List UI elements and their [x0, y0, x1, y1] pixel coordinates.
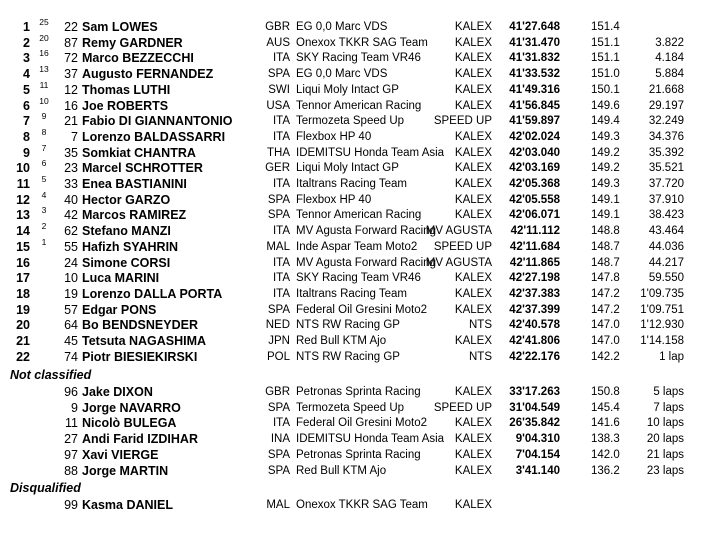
race-time: 41'59.897 — [509, 115, 560, 127]
rider-number: 45 — [64, 334, 78, 348]
result-row — [0, 447, 702, 463]
nation: INA — [270, 433, 290, 445]
result-row — [0, 270, 702, 286]
disqualified-heading: Disqualified — [10, 481, 81, 495]
rider-name: Simone CORSI — [82, 256, 171, 270]
result-row — [0, 463, 702, 479]
constructor: KALEX — [454, 21, 492, 33]
constructor: KALEX — [454, 194, 492, 206]
avg-speed: 148.7 — [591, 257, 620, 269]
race-time: 42'03.169 — [509, 162, 560, 174]
position: 17 — [16, 271, 30, 285]
team: MV Agusta Forward Racing — [296, 225, 436, 237]
position: 5 — [23, 83, 30, 97]
rider-name: Piotr BIESIEKIRSKI — [82, 350, 198, 364]
points: 8 — [41, 127, 47, 137]
position: 20 — [16, 318, 30, 332]
points: 13 — [39, 64, 49, 74]
rider-name: Hector GARZO — [82, 193, 171, 207]
result-row — [0, 333, 702, 349]
points: 5 — [41, 174, 47, 184]
rider-number: 96 — [64, 385, 78, 399]
gap: 4.184 — [655, 52, 684, 64]
rider-number: 33 — [64, 177, 78, 191]
nation: SPA — [267, 402, 290, 414]
points: 7 — [41, 143, 47, 153]
team: IDEMITSU Honda Team Asia — [296, 147, 445, 159]
team: Federal Oil Gresini Moto2 — [296, 417, 428, 429]
result-row — [0, 176, 702, 192]
nation: THA — [267, 147, 290, 159]
nation: GBR — [265, 21, 290, 33]
race-time: 31'04.549 — [509, 402, 560, 414]
constructor: KALEX — [454, 335, 492, 347]
result-row — [0, 431, 702, 447]
result-row — [0, 113, 702, 129]
result-row — [0, 400, 702, 416]
points: 6 — [41, 158, 47, 168]
position: 15 — [16, 240, 30, 254]
avg-speed: 145.4 — [591, 402, 620, 414]
team: Inde Aspar Team Moto2 — [296, 241, 418, 253]
rider-name: Tetsuta NAGASHIMA — [82, 334, 207, 348]
points: 25 — [39, 17, 49, 27]
gap: 3.822 — [655, 37, 684, 49]
result-row — [0, 286, 702, 302]
avg-speed: 151.0 — [591, 68, 620, 80]
gap: 35.521 — [648, 162, 684, 174]
race-time: 42'02.024 — [509, 131, 560, 143]
race-time: 42'11.865 — [509, 257, 560, 269]
team: MV Agusta Forward Racing — [296, 257, 436, 269]
gap: 1'12.930 — [640, 319, 684, 331]
gap: 1'14.158 — [640, 335, 684, 347]
gap: 32.249 — [648, 115, 684, 127]
race-time: 42'22.176 — [509, 351, 560, 363]
rider-number: 87 — [64, 36, 78, 50]
position: 6 — [23, 99, 30, 113]
rider-number: 11 — [65, 416, 78, 430]
rider-number: 22 — [64, 20, 78, 34]
avg-speed: 136.2 — [591, 465, 620, 477]
team: EG 0,0 Marc VDS — [296, 21, 388, 33]
position: 14 — [16, 224, 30, 238]
avg-speed: 149.1 — [591, 209, 620, 221]
result-row — [0, 223, 702, 239]
constructor: KALEX — [454, 68, 492, 80]
avg-speed: 150.8 — [591, 386, 620, 398]
race-time: 42'05.368 — [509, 178, 560, 190]
team: Petronas Sprinta Racing — [296, 449, 421, 461]
nation: ITA — [272, 288, 290, 300]
rider-name: Marcos RAMIREZ — [82, 208, 187, 222]
nation: AUS — [266, 37, 290, 49]
race-time: 41'49.316 — [509, 84, 560, 96]
rider-number: 7 — [71, 130, 78, 144]
gap: 34.376 — [648, 131, 684, 143]
points: 2 — [41, 221, 47, 231]
race-time: 42'11.684 — [509, 241, 560, 253]
constructor: SPEED UP — [433, 402, 492, 414]
race-time: 33'17.263 — [509, 386, 560, 398]
race-time: 26'35.842 — [509, 417, 560, 429]
rider-number: 23 — [64, 161, 78, 175]
team: IDEMITSU Honda Team Asia — [296, 433, 445, 445]
nation: SPA — [267, 209, 290, 221]
position: 7 — [23, 114, 30, 128]
team: Onexox TKKR SAG Team — [296, 499, 428, 511]
constructor: KALEX — [454, 37, 492, 49]
rider-number: 12 — [64, 83, 78, 97]
position: 21 — [16, 334, 30, 348]
constructor: KALEX — [454, 272, 492, 284]
position: 2 — [23, 36, 30, 50]
position: 3 — [23, 51, 30, 65]
rider-number: 57 — [64, 303, 78, 317]
rider-name: Joe ROBERTS — [82, 99, 169, 113]
result-row — [0, 192, 702, 208]
constructor: KALEX — [454, 100, 492, 112]
race-time: 42'40.578 — [509, 319, 560, 331]
rider-number: 62 — [64, 224, 78, 238]
gap: 38.423 — [648, 209, 684, 221]
points: 20 — [39, 33, 49, 43]
race-time: 41'31.470 — [509, 37, 560, 49]
constructor: KALEX — [454, 465, 492, 477]
rider-name: Xavi VIERGE — [82, 448, 159, 462]
result-row — [0, 82, 702, 98]
result-row — [0, 207, 702, 223]
gap: 1 lap — [659, 351, 684, 363]
constructor: KALEX — [454, 52, 492, 64]
nation: ITA — [272, 272, 290, 284]
result-row — [0, 98, 702, 114]
gap: 1'09.735 — [640, 288, 684, 300]
avg-speed: 147.0 — [591, 335, 620, 347]
position: 16 — [16, 256, 30, 270]
points: 9 — [41, 111, 47, 121]
result-row — [0, 50, 702, 66]
position: 11 — [16, 177, 30, 191]
result-row — [0, 19, 702, 35]
rider-number: 24 — [64, 256, 78, 270]
team: Termozeta Speed Up — [296, 402, 405, 414]
avg-speed: 150.1 — [591, 84, 620, 96]
race-time: 42'37.399 — [509, 304, 560, 316]
race-time: 41'56.845 — [509, 100, 560, 112]
avg-speed: 142.0 — [591, 449, 620, 461]
constructor: MV AGUSTA — [425, 257, 492, 269]
race-time: 41'27.648 — [509, 21, 560, 33]
nation: USA — [266, 100, 290, 112]
rider-name: Hafizh SYAHRIN — [82, 240, 179, 254]
constructor: SPEED UP — [433, 241, 492, 253]
gap: 44.036 — [648, 241, 684, 253]
constructor: NTS — [469, 351, 492, 363]
rider-number: 88 — [64, 464, 78, 478]
result-row — [0, 129, 702, 145]
rider-name: Marcel SCHROTTER — [82, 161, 203, 175]
nation: POL — [266, 351, 290, 363]
rider-name: Remy GARDNER — [82, 36, 183, 50]
points: 16 — [39, 48, 49, 58]
points: 10 — [39, 96, 49, 106]
nation: SPA — [267, 304, 290, 316]
team: Federal Oil Gresini Moto2 — [296, 304, 428, 316]
team: Petronas Sprinta Racing — [296, 386, 421, 398]
rider-number: 99 — [64, 498, 78, 512]
avg-speed: 149.4 — [591, 115, 620, 127]
nation: ITA — [272, 131, 290, 143]
avg-speed: 142.2 — [591, 351, 620, 363]
avg-speed: 149.3 — [591, 178, 620, 190]
rider-name: Stefano MANZI — [82, 224, 171, 238]
race-time: 3'41.140 — [515, 465, 560, 477]
team: NTS RW Racing GP — [296, 319, 400, 331]
avg-speed: 147.0 — [591, 319, 620, 331]
gap: 20 laps — [646, 433, 684, 445]
rider-name: Nicolò BULEGA — [82, 416, 177, 430]
constructor: NTS — [469, 319, 492, 331]
race-time: 42'11.112 — [510, 225, 560, 237]
team: SKY Racing Team VR46 — [296, 272, 421, 284]
team: Tennor American Racing — [296, 209, 422, 221]
rider-name: Bo BENDSNEYDER — [82, 318, 198, 332]
position: 4 — [23, 67, 30, 81]
race-time: 9'04.310 — [515, 433, 560, 445]
result-row — [0, 317, 702, 333]
not-classified-heading: Not classified — [10, 368, 92, 382]
rider-number: 74 — [64, 350, 78, 364]
gap: 7 laps — [653, 402, 684, 414]
rider-name: Thomas LUTHI — [82, 83, 171, 97]
constructor: KALEX — [454, 433, 492, 445]
nation: ITA — [272, 417, 290, 429]
result-row — [0, 497, 702, 513]
rider-name: Marco BEZZECCHI — [82, 51, 194, 65]
gap: 23 laps — [646, 465, 684, 477]
avg-speed: 149.2 — [591, 162, 620, 174]
constructor: KALEX — [454, 499, 492, 511]
gap: 44.217 — [648, 257, 684, 269]
rider-name: Lorenzo BALDASSARRI — [82, 130, 226, 144]
rider-number: 37 — [64, 67, 78, 81]
nation: SPA — [267, 68, 290, 80]
rider-name: Enea BASTIANINI — [82, 177, 187, 191]
nation: SPA — [267, 465, 290, 477]
rider-name: Jake DIXON — [82, 385, 153, 399]
constructor: KALEX — [454, 178, 492, 190]
position: 13 — [16, 208, 30, 222]
avg-speed: 138.3 — [591, 433, 620, 445]
nation: JPN — [268, 335, 290, 347]
rider-name: Jorge NAVARRO — [82, 401, 181, 415]
rider-number: 40 — [64, 193, 78, 207]
nation: SPA — [267, 449, 290, 461]
result-row — [0, 145, 702, 161]
gap: 37.720 — [648, 178, 684, 190]
team: SKY Racing Team VR46 — [296, 52, 421, 64]
constructor: MV AGUSTA — [425, 225, 492, 237]
nation: SPA — [267, 194, 290, 206]
constructor: KALEX — [454, 386, 492, 398]
avg-speed: 149.1 — [591, 194, 620, 206]
team: Italtrans Racing Team — [296, 288, 408, 300]
gap: 43.464 — [648, 225, 684, 237]
position: 19 — [16, 303, 30, 317]
team: Red Bull KTM Ajo — [296, 465, 387, 477]
rider-number: 9 — [71, 401, 78, 415]
team: Onexox TKKR SAG Team — [296, 37, 428, 49]
result-row — [0, 239, 702, 255]
gap: 29.197 — [648, 100, 684, 112]
race-time: 42'06.071 — [509, 209, 560, 221]
rider-number: 21 — [64, 114, 78, 128]
points: 1 — [41, 237, 47, 247]
rider-number: 16 — [64, 99, 78, 113]
rider-name: Edgar PONS — [82, 303, 157, 317]
team: Liqui Moly Intact GP — [296, 162, 399, 174]
nation: ITA — [272, 115, 290, 127]
nation: NED — [265, 319, 290, 331]
nation: ITA — [272, 257, 290, 269]
gap: 5.884 — [655, 68, 684, 80]
avg-speed: 147.2 — [591, 304, 620, 316]
rider-name: Fabio DI GIANNANTONIO — [82, 114, 233, 128]
race-time: 42'05.558 — [509, 194, 560, 206]
position: 18 — [16, 287, 30, 301]
nation: GBR — [265, 386, 290, 398]
avg-speed: 147.8 — [591, 272, 620, 284]
avg-speed: 147.2 — [591, 288, 620, 300]
points: 11 — [39, 80, 49, 90]
race-time: 42'37.383 — [509, 288, 560, 300]
rider-number: 27 — [64, 432, 78, 446]
gap: 37.910 — [648, 194, 684, 206]
rider-name: Augusto FERNANDEZ — [82, 67, 214, 81]
rider-name: Jorge MARTIN — [82, 464, 169, 478]
nation: SWI — [268, 84, 290, 96]
gap: 10 laps — [646, 417, 684, 429]
result-row — [0, 302, 702, 318]
constructor: KALEX — [454, 131, 492, 143]
nation: GER — [265, 162, 290, 174]
rider-number: 19 — [64, 287, 78, 301]
race-time: 42'03.040 — [509, 147, 560, 159]
team: Red Bull KTM Ajo — [296, 335, 387, 347]
team: Termozeta Speed Up — [296, 115, 405, 127]
rider-name: Luca MARINI — [82, 271, 160, 285]
rider-name: Lorenzo DALLA PORTA — [82, 287, 223, 301]
rider-number: 42 — [64, 208, 78, 222]
position: 22 — [16, 350, 30, 364]
team: Italtrans Racing Team — [296, 178, 408, 190]
constructor: KALEX — [454, 209, 492, 221]
constructor: KALEX — [454, 162, 492, 174]
avg-speed: 148.7 — [591, 241, 620, 253]
race-time: 7'04.154 — [515, 449, 560, 461]
nation: MAL — [266, 241, 290, 253]
team: NTS RW Racing GP — [296, 351, 400, 363]
rider-name: Somkiat CHANTRA — [82, 146, 196, 160]
nation: ITA — [272, 225, 290, 237]
gap: 5 laps — [653, 386, 684, 398]
points: 3 — [41, 205, 47, 215]
result-row — [0, 66, 702, 82]
gap: 21 laps — [646, 449, 684, 461]
position: 1 — [23, 20, 30, 34]
nation: ITA — [272, 178, 290, 190]
avg-speed: 148.8 — [591, 225, 620, 237]
gap: 1'09.751 — [640, 304, 684, 316]
avg-speed: 151.4 — [591, 21, 620, 33]
nation: MAL — [266, 499, 290, 511]
constructor: KALEX — [454, 84, 492, 96]
rider-number: 97 — [64, 448, 78, 462]
avg-speed: 141.6 — [591, 417, 620, 429]
position: 8 — [23, 130, 30, 144]
position: 9 — [23, 146, 30, 160]
avg-speed: 149.3 — [591, 131, 620, 143]
rider-number: 55 — [64, 240, 78, 254]
rider-name: Kasma DANIEL — [82, 498, 173, 512]
gap: 35.392 — [648, 147, 684, 159]
rider-number: 35 — [64, 146, 78, 160]
result-row — [0, 255, 702, 271]
team: Tennor American Racing — [296, 100, 422, 112]
constructor: KALEX — [454, 417, 492, 429]
result-row — [0, 415, 702, 431]
avg-speed: 151.1 — [591, 37, 620, 49]
avg-speed: 149.2 — [591, 147, 620, 159]
team: EG 0,0 Marc VDS — [296, 68, 388, 80]
race-time: 41'33.532 — [509, 68, 560, 80]
position: 10 — [16, 161, 30, 175]
rider-name: Sam LOWES — [82, 20, 158, 34]
constructor: KALEX — [454, 288, 492, 300]
constructor: KALEX — [454, 147, 492, 159]
race-time: 41'31.832 — [509, 52, 560, 64]
points: 4 — [41, 190, 47, 200]
avg-speed: 151.1 — [591, 52, 620, 64]
team: Flexbox HP 40 — [296, 131, 372, 143]
team: Flexbox HP 40 — [296, 194, 372, 206]
rider-number: 72 — [64, 51, 78, 65]
result-row — [0, 349, 702, 365]
avg-speed: 149.6 — [591, 100, 620, 112]
gap: 21.668 — [648, 84, 684, 96]
rider-number: 10 — [64, 271, 78, 285]
team: Liqui Moly Intact GP — [296, 84, 399, 96]
position: 12 — [16, 193, 30, 207]
result-row — [0, 160, 702, 176]
result-row — [0, 35, 702, 51]
race-time: 42'41.806 — [509, 335, 560, 347]
constructor: KALEX — [454, 304, 492, 316]
constructor: KALEX — [454, 449, 492, 461]
gap: 59.550 — [648, 272, 684, 284]
nation: ITA — [272, 52, 290, 64]
rider-name: Andi Farid IZDIHAR — [82, 432, 198, 446]
race-time: 42'27.198 — [509, 272, 560, 284]
result-row — [0, 384, 702, 400]
constructor: SPEED UP — [433, 115, 492, 127]
rider-number: 64 — [64, 318, 78, 332]
